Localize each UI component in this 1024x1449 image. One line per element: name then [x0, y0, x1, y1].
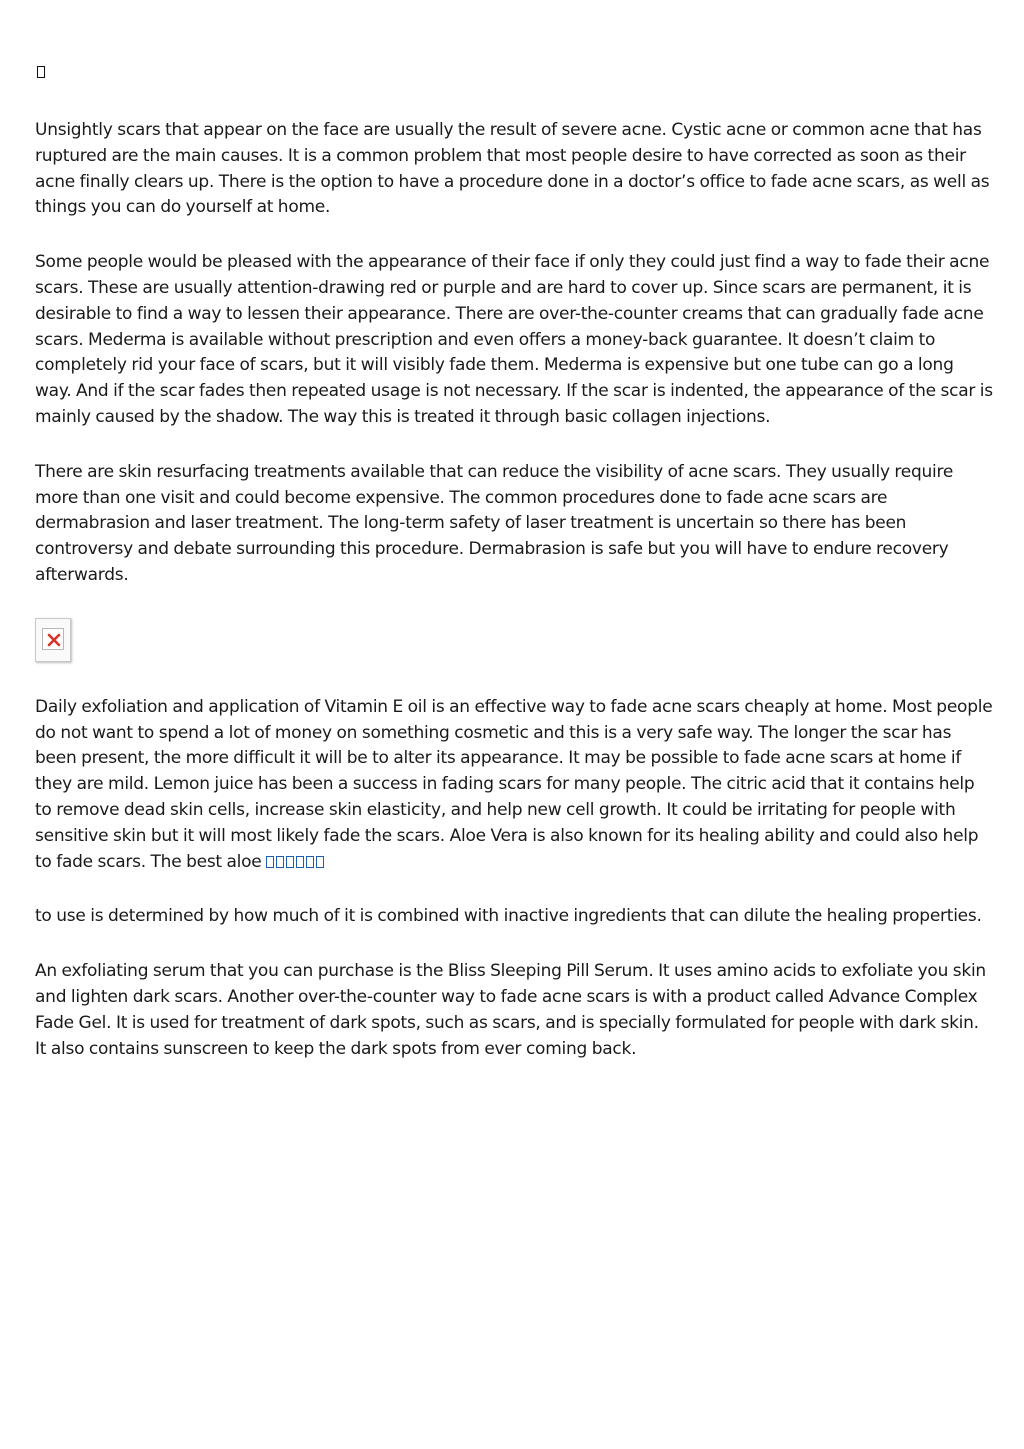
red-x-icon	[46, 632, 62, 648]
paragraph-6: An exfoliating serum that you can purchase is the Bliss Sleeping Pill Serum. It uses amino acids to exfoliate you skin and lighten dark scars. Another over-the-counter way to fade acne scars is with a product called Advance Complex Fade Gel. It is used for treatment of dark spots, such as scars, and is specially formulated for people with dark skin. It also contains sunscreen to keep the dark spots from ever coming back.	[35, 961, 986, 1059]
missing-glyph-icon	[296, 856, 304, 868]
paragraph-4-text: Daily exfoliation and application of Vitamin E oil is an effective way to fade acne scars cheaply at home. Most people do not want to spend a lot of money on something cosmetic and this is a very safe way. The longer the scar has been present, the more difficult it will be to alter its appearance. It may be possible to fade acne scars at home if they are mild. Lemon juice has been a success in fading scars for many people. The citric acid that it contains help to remove dead skin cells, increase skin elasticity, and help new cell growth. It could be irritating for people with sensitive skin but it will most likely fade the scars. Aloe Vera is also known for its healing ability and could also help to fade scars. The best aloe	[35, 696, 993, 872]
missing-glyph-icon	[266, 856, 274, 868]
paragraph-5: to use is determined by how much of it is combined with inactive ingredients that can dilute the healing properties.	[35, 906, 982, 927]
missing-glyph-icon	[286, 856, 294, 868]
document-page	[35, 66, 993, 1091]
paragraph-4	[35, 695, 993, 876]
inline-link[interactable]	[266, 852, 326, 872]
missing-glyph-icon	[316, 856, 324, 868]
missing-glyph-icon	[276, 856, 284, 868]
paragraph-1: Unsightly scars that appear on the face are usually the result of severe acne. Cystic acne or common acne that has ruptured are the main causes. It is a common problem that most people desire to have corrected as soon as their acne finally clears up. There is the option to have a procedure done in a doctor’s office to fade acne scars, as well as things you can do yourself at home.	[35, 120, 990, 218]
paragraph-3: There are skin resurfacing treatments available that can reduce the visibility of acne scars. They usually require more than one visit and could become expensive. The common procedures done to fade acne scars are dermabrasion and laser treatment. The long-term safety of laser treatment is uncertain so there has been controversy and debate surrounding this procedure. Dermabrasion is safe but you will have to endure recovery afterwards.	[35, 461, 954, 585]
missing-glyph-icon	[37, 66, 45, 78]
broken-image-icon	[35, 618, 71, 662]
missing-glyph-icon	[306, 856, 314, 868]
image-frame	[42, 628, 64, 650]
paragraph-2: Some people would be pleased with the appearance of their face if only they could just find a way to fade their acne scars. These are usually attention-drawing red or purple and are hard to cover up. Since scars are permanent, it is desirable to find a way to lessen their appearance. There are over-the-counter creams that can gradually fade acne scars. Mederma is available without prescription and even offers a money-back guarantee. It doesn’t claim to completely rid your face of scars, but it will visibly fade them. Mederma is expensive but one tube can go a long way. And if the scar fades then repeated usage is not necessary. If the scar is indented, the appearance of the scar is mainly caused by the shadow. The way this is treated it through basic collagen injections.	[35, 252, 993, 427]
